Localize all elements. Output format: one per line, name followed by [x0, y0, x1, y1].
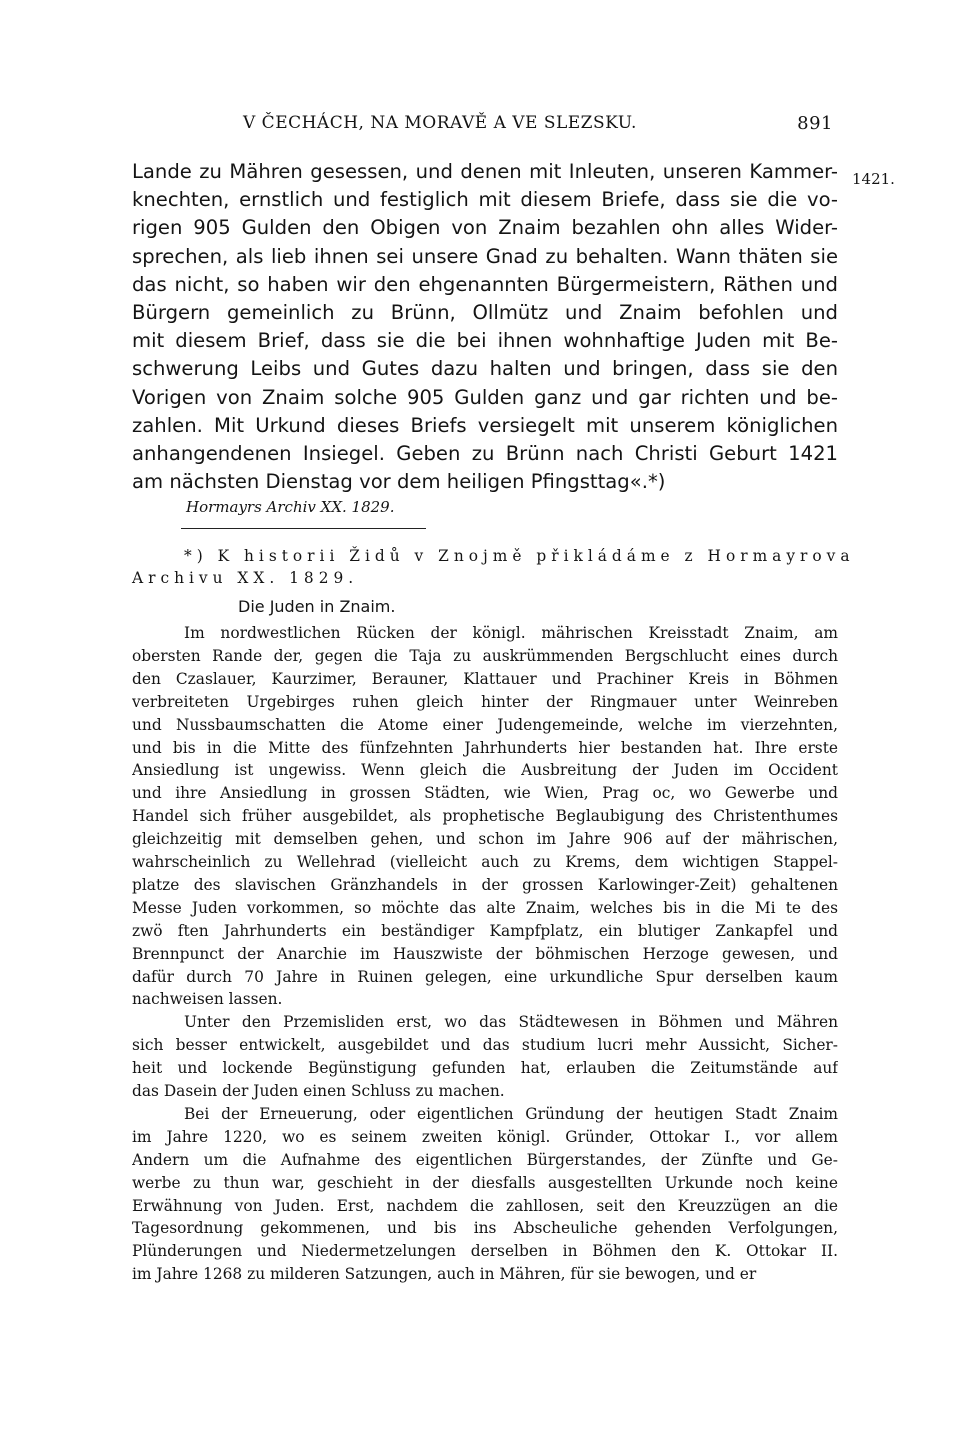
margin-year-note: 1421.: [852, 170, 895, 188]
main-text: [132, 158, 838, 496]
footnote-intro-line-2: Archivu XX. 1829.: [132, 569, 359, 587]
body-line: sprechen, als lieb ihnen sei unsere Gnad zu behalten. Wann thäten sie: [132, 244, 838, 268]
body-line: Vorigen von Znaim solche 905 Gulden ganz und gar richten und be-: [132, 385, 838, 409]
footnote-line: Tagesordnung gekommenen, und bis ins Abscheuliche gehenden Verfolgungen,: [132, 1219, 838, 1238]
footnote-line: und ihre Ansiedlung in grossen Städten, wie Wien, Prag oc, wo Gewerbe und: [132, 784, 838, 803]
body-line: anhangendenen Insiegel. Geben zu Brünn nach Christi Geburt 1421: [132, 441, 838, 465]
body-line: knechten, ernstlich und festiglich mit diesem Briefe, dass sie die vo-: [132, 188, 838, 212]
footnote-line: Messe Juden vorkommen, so möchte das alte Znaim, welches bis in die Mi te des: [132, 898, 838, 917]
footnote-line: im Jahre 1220, wo es seinem zweiten königl. Gründer, Ottokar I., vor allem: [132, 1127, 838, 1146]
page-number: 891: [797, 113, 833, 134]
body-line: Bürgern gemeinlich zu Brünn, Ollmütz und Znaim befohlen und: [132, 300, 838, 324]
footnote-line: obersten Rande der, gegen die Taja zu auskrümmenden Bergschlucht eines durch: [132, 646, 838, 665]
footnote-line: Unter den Przemisliden erst, wo das Städtewesen in Böhmen und Mähren: [184, 1013, 838, 1032]
footnote-title: Die Juden in Znaim.: [238, 597, 396, 616]
footnote-line: platze des slavischen Gränzhandels in der grossen Karlowinger-Zeit) gehaltenen: [132, 875, 838, 894]
footnote-line: nachweisen lassen.: [132, 990, 283, 1009]
footnote-line: das Dasein der Juden einen Schluss zu machen.: [132, 1082, 505, 1100]
footnote-line: und Nussbaumschatten die Atome einer Judengemeinde, welche im vierzehnten,: [132, 715, 838, 734]
running-head: V ČECHÁCH, NA MORAVĚ A VE SLEZSKU.: [243, 113, 637, 133]
body-line: zahlen. Mit Urkund dieses Briefs versiegelt mit unserem königlichen: [132, 413, 838, 437]
footnote-line: Brennpunct der Anarchie im Hauszwiste der böhmischen Herzoge gewesen, und: [132, 944, 838, 963]
footnote-divider: [181, 528, 426, 529]
footnote-line: Erwähnung von Juden. Erst, nachdem die zahllosen, seit den Kreuzzügen an die: [132, 1196, 838, 1215]
footnote-line: Andern um die Aufnahme des eigentlichen Bürgerstandes, der Zünfte und Ge-: [132, 1150, 838, 1169]
footnote-intro-line-1: *) K historii Židů v Znojmě přikládáme z Hormayrova: [184, 547, 855, 565]
footnote-line: den Czaslauer, Kaurzimer, Berauner, Klattauer und Prachiner Kreis in Böhmen: [132, 669, 838, 688]
footnote-line: Handel sich früher ausgebildet, als prophetische Beglaubigung des Christenthumes: [132, 807, 838, 826]
body-line: am nächsten Dienstag vor dem heiligen Pfingsttag«.*): [132, 470, 666, 494]
body-line: mit diesem Brief, dass sie die bei ihnen wohnhaftige Juden mit Be-: [132, 329, 838, 353]
footnote-line: gleichzeitig mit demselben gehen, und schon im Jahre 906 auf der mährischen,: [132, 830, 838, 849]
footnote-line: heit und lockende Begünstigung gefunden hat, erlauben die Zeitumstände auf: [132, 1059, 838, 1078]
body-line: das nicht, so haben wir den ehgenannten Bürgermeistern, Räthen und: [132, 272, 838, 296]
footnote-line: zwö ften Jahrhunderts ein beständiger Kampfplatz, ein blutiger Zankapfel und: [132, 921, 838, 940]
footnote-line: Bei der Erneuerung, oder eigentlichen Gründung der heutigen Stadt Znaim: [184, 1104, 838, 1123]
footnote-line: verbreiteten Urgebirges ruhen gleich hinter der Ringmauer unter Weinreben: [132, 692, 838, 711]
footnote-line: und bis in die Mitte des fünfzehnten Jahrhunderts hier bestanden hat. Ihre erste: [132, 738, 838, 757]
body-line: rigen 905 Gulden den Obigen von Znaim bezahlen ohn alles Wider-: [132, 216, 838, 240]
body-line: Lande zu Mähren gesessen, und denen mit Inleuten, unseren Kammer-: [132, 160, 838, 183]
body-line: schwerung Leibs und Gutes dazu halten und bringen, dass sie den: [132, 357, 838, 381]
footnote-line: werbe zu thun war, geschieht in der diesfalls ausgestellten Urkunde noch keine: [132, 1173, 838, 1192]
footnote-line: Im nordwestlichen Rücken der königl. mährischen Kreisstadt Znaim, am: [184, 624, 838, 642]
footnote-line: wahrscheinlich zu Wellehrad (vielleicht auch zu Krems, dem wichtigen Stappel-: [132, 853, 838, 871]
footnote-line: Ansiedlung ist ungewiss. Wenn gleich die Ausbreitung der Juden im Occident: [132, 761, 838, 780]
footnote-line: dafür durch 70 Jahre in Ruinen gelegen, eine urkundliche Spur derselben kaum: [132, 967, 838, 986]
page-header: [243, 113, 833, 137]
source-citation: Hormayrs Archiv XX. 1829.: [186, 498, 395, 516]
footnote-line: im Jahre 1268 zu milderen Satzungen, auch in Mähren, für sie bewogen, und er: [132, 1265, 757, 1284]
footnote-line: sich besser entwickelt, ausgebildet und das studium lucri mehr Aussicht, Sicher-: [132, 1036, 838, 1055]
footnote-line: Plünderungen und Niedermetzelungen derselben in Böhmen den K. Ottokar II.: [132, 1242, 838, 1261]
